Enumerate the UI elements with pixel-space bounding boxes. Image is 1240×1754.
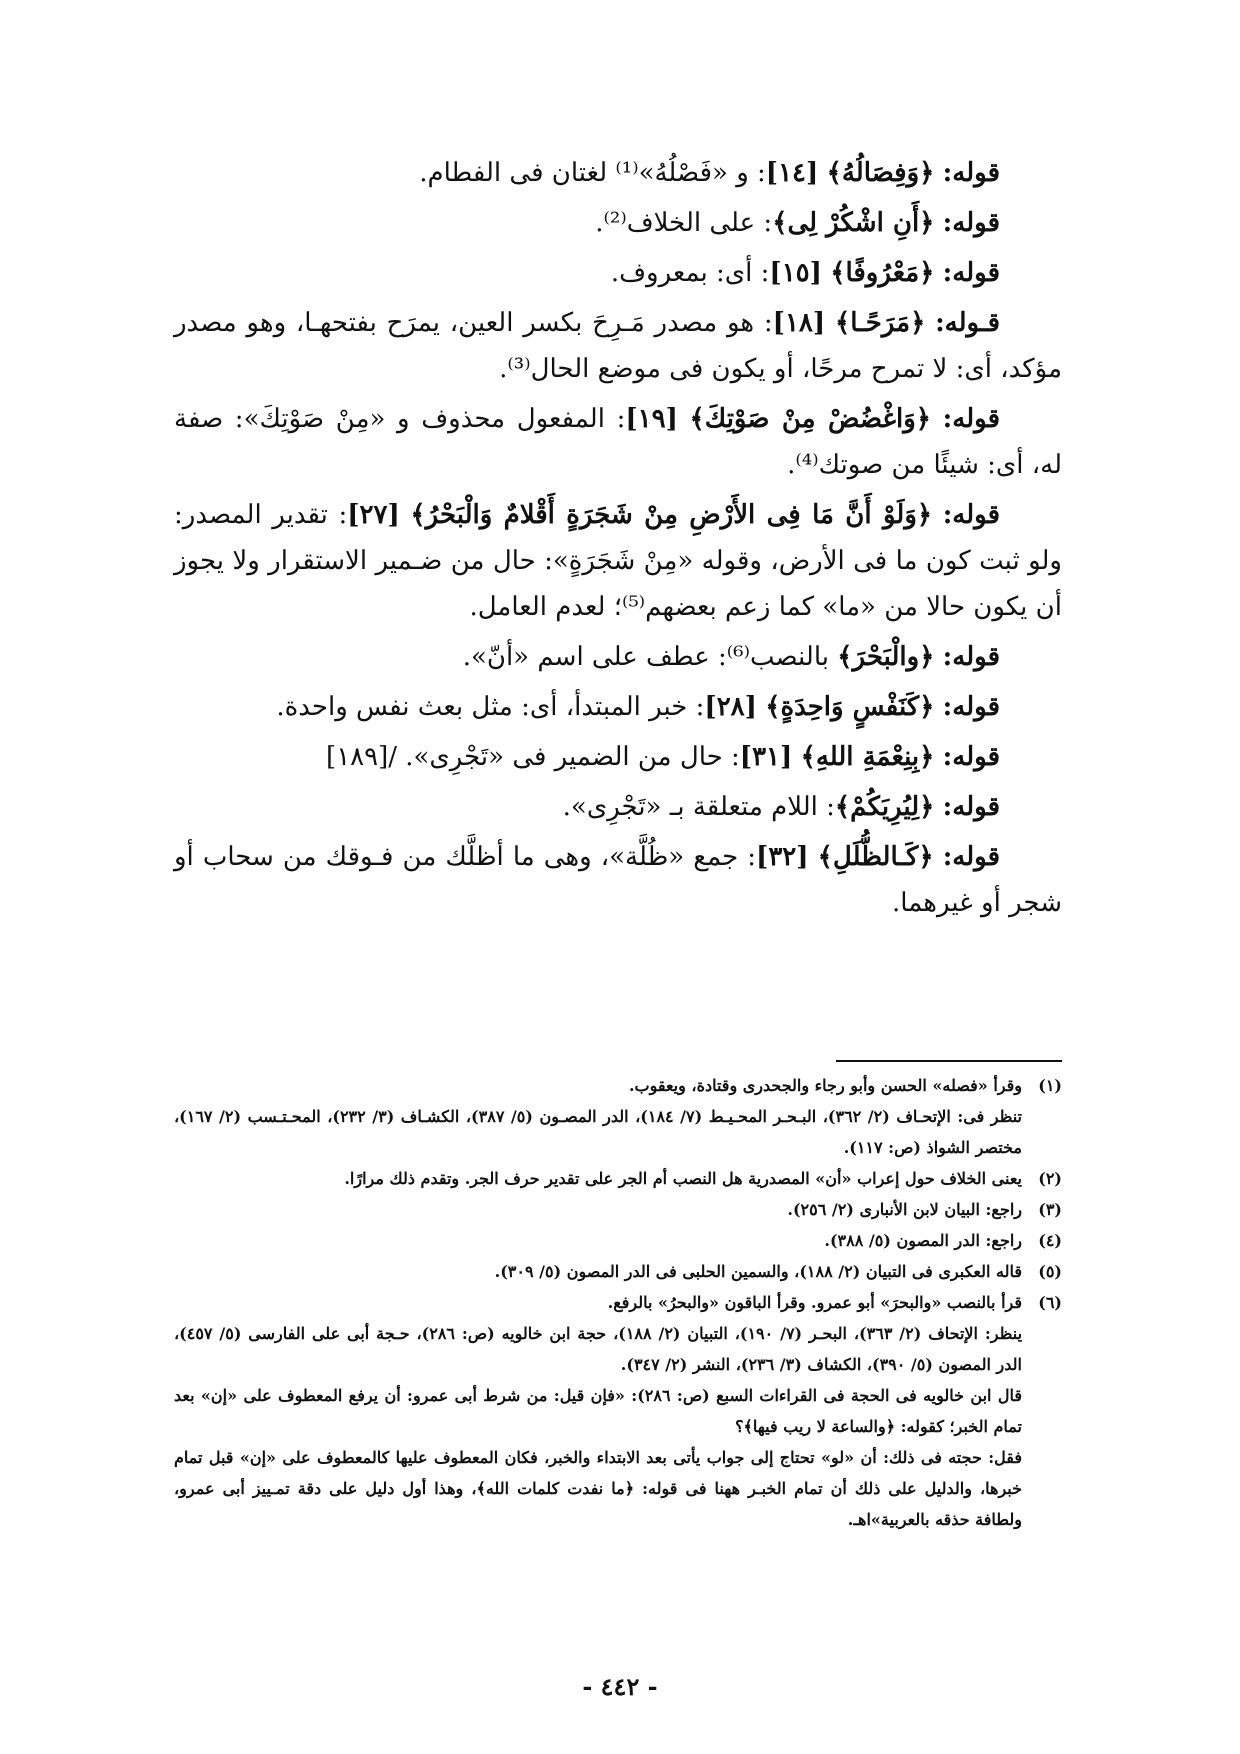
entry-keyword: قوله:	[942, 258, 1000, 288]
entry-commentary: بالنصب⁽⁶⁾: عطف على اسم «أنّ».	[462, 642, 838, 672]
entry-verse-ref: [٢٧]	[347, 500, 400, 530]
footnote-divider	[836, 1060, 1062, 1062]
entry-verse: ﴿وَفِصَالُهُ﴾	[826, 158, 935, 188]
entry	[174, 734, 1062, 780]
entry-verse: ﴿مَرَحًـا﴾	[834, 308, 926, 338]
main-text	[174, 150, 1062, 930]
entry-commentary: : و «فَصْلُهُ»⁽¹⁾ لغتان فى الفطام.	[419, 158, 766, 188]
entry	[174, 200, 1062, 246]
entry-verse: ﴿وَلَوْ أَنَّ مَا فِى الأَرْضِ مِنْ شَجَرَةٍ أَقْلامٌ وَالْبَحْرُ﴾	[410, 500, 933, 530]
entry	[174, 250, 1062, 296]
footnote-line: راجع: البيان لابن الأنبارى (٢/ ٢٥٦).	[787, 1200, 1022, 1219]
footnote	[174, 1194, 1062, 1225]
entry-verse: ﴿وَاغْضُضْ مِنْ صَوْتِكَ﴾	[689, 404, 932, 434]
entry-commentary: : جمع «ظُلَّة»، وهى ما أظلَّك من فـوقك من سحاب أو شجر أو غيرهما.	[174, 842, 1062, 918]
footnote-line: قال ابن خالويه فى الحجة فى القراءات السبع (ص: ٢٨٦): «فإن قيل: من شرط أبى عمرو: أن يرفع المعطوف على «إن» بعد تمام الخبر؛ كقوله: ﴿والساعة لا ريب فيها﴾؟	[174, 1386, 1023, 1436]
page-number: - ٤٤٢ -	[582, 1672, 658, 1701]
entry-verse: ﴿مَعْرُوفًا﴾	[830, 258, 935, 288]
footnote-line: فقل: حجته فى ذلك: أن «لو» تحتاج إلى جواب يأتى بعد الابتداء والخبر، فكان المعطوف عليها كالمعطوف على «إن» قبل تمام خبرها، والدليل على ذلك أن تمام الخبـر ههنا فى قوله: ﴿ما نفدت كلمات الله﴾، وهذا أول دليل على دقة تمـييز أبى عمرو، ولطافة حذقه بالعربية»اهـ.	[174, 1448, 1022, 1529]
entry-commentary: : اللام متعلقة بـ «تَجْرِى».	[562, 792, 835, 822]
entry	[174, 396, 1062, 488]
footnote-number: (١)	[1038, 1076, 1062, 1095]
entry	[174, 492, 1062, 630]
entry-commentary: : المفعول محذوف و «مِنْ صَوْتِكَ»: صفة له، أى: شيئًا من صوتك⁽⁴⁾.	[174, 404, 1062, 480]
footnote-number: (٤)	[1038, 1231, 1062, 1250]
footnote	[174, 1256, 1062, 1287]
footnote-line: وقرأ «فصله» الحسن وأبو رجاء والجحدرى وقتادة، ويعقوب.	[628, 1076, 1022, 1095]
footnotes	[174, 1070, 1062, 1535]
entry-verse-ref: [١٥]	[769, 258, 822, 288]
entry-keyword: قوله:	[942, 742, 1000, 772]
footnote-number: (٥)	[1038, 1262, 1062, 1281]
entry-verse-ref: [٣٢]	[756, 842, 809, 872]
entry-commentary: : أى: بمعروف.	[610, 258, 770, 288]
footnote-number: (٢)	[1038, 1169, 1062, 1188]
entry-keyword: قوله:	[942, 404, 1000, 434]
entry	[174, 784, 1062, 830]
entry-keyword: قوله:	[942, 500, 1001, 530]
entry-verse-ref: [٢٨]	[704, 692, 757, 722]
footnote	[174, 1163, 1062, 1194]
footnote	[174, 1225, 1062, 1256]
footnote	[174, 1070, 1062, 1163]
entry-verse-ref: [١٩]	[625, 404, 678, 434]
entry-commentary: : خبر المبتدأ، أى: مثل بعث نفس واحدة.	[276, 692, 705, 722]
entry-verse-ref: [١٨]	[772, 308, 826, 338]
entry	[174, 150, 1062, 196]
footnote	[174, 1287, 1062, 1535]
entry-verse: ﴿بِنِعْمَةِ اللهِ﴾	[800, 742, 935, 772]
entry-keyword: قوله:	[942, 792, 1000, 822]
entry-keyword: قوله:	[942, 642, 1000, 672]
entry-keyword: قوله:	[942, 158, 1000, 188]
footnote-line: ينظر: الإتحاف (٢/ ٣٦٣)، البحـر (٧/ ١٩٠)، التبيان (٢/ ١٨٨)، حجة ابن خالويه (ص: ٢٨٦)، حـجة أبى على الفارسى (٥/ ٤٥٧)، الدر المصون (٥/ ٣٩٠)، الكشاف (٣/ ٢٣٦)، النشر (٢/ ٣٤٧).	[174, 1324, 1023, 1374]
entry-verse-ref: [١٤]	[765, 158, 819, 188]
entry-keyword: قوله:	[942, 692, 1000, 722]
entry	[174, 634, 1062, 680]
entry-verse: ﴿أَنِ اشْكُرْ لِى﴾	[772, 208, 935, 238]
entry-verse: ﴿كَـالظُّلَلِ﴾	[817, 842, 934, 872]
entry-verse: ﴿والْبَحْرَ﴾	[837, 642, 935, 672]
footnote-line: راجع: الدر المصون (٥/ ٣٨٨).	[824, 1231, 1022, 1250]
entry-keyword: قوله:	[942, 208, 1000, 238]
entry-keyword: قـوله:	[935, 308, 1001, 338]
footnote-line: قاله العكبرى فى التبيان (٢/ ١٨٨)، والسمين الحلبى فى الدر المصون (٥/ ٣٠٩).	[494, 1262, 1022, 1281]
entry	[174, 300, 1062, 392]
footnote-line: يعنى الخلاف حول إعراب «أن» المصدرية هل النصب أم الجر على تقدير حرف الجر. وتقدم ذلك مرارًا.	[344, 1169, 1022, 1188]
entry-verse-ref: [٣١]	[739, 742, 793, 772]
entry-commentary: : هو مصدر مَـرِحَ بكسر العين، يمرَح بفتحهـا، وهو مصدر مؤكد، أى: لا تمرح مرحًا، أو يكون فى موضع الحال⁽³⁾.	[174, 308, 1062, 384]
entry	[174, 684, 1062, 730]
footnote-line: قرأ بالنصب «والبحرَ» أبو عمرو. وقرأ الباقون «والبحرُ» بالرفع.	[607, 1293, 1022, 1312]
footnote-number: (٣)	[1038, 1200, 1062, 1219]
entry-commentary: : على الخلاف⁽²⁾.	[595, 208, 773, 238]
entry-verse: ﴿لِيُرِيَكُمْ﴾	[834, 792, 935, 822]
entry-commentary: : حال من الضمير فى «تَجْرِى». /[١٨٩]	[326, 742, 740, 772]
entry-keyword: قوله:	[942, 842, 1001, 872]
entry-commentary: : تقدير المصدر: ولو ثبت كون ما فى الأرض، وقوله «مِنْ شَجَرَةٍ»: حال من ضـمير الاستقرار ولا يجوز أن يكون حالا من «ما» كما زعم بعضهم⁽⁵⁾؛ لعدم العامل.	[174, 500, 1062, 622]
entry	[174, 834, 1062, 926]
entry-verse: ﴿كَنَفْسٍ وَاحِدَةٍ﴾	[765, 692, 935, 722]
footnote-line: تنظر فى: الإتحـاف (٢/ ٣٦٢)، البـحـر المحـيـط (٧/ ١٨٤)، الدر المصـون (٥/ ٣٨٧)، الكشـاف (٣/ ٢٣٢)، المحـتـسب (٢/ ١٦٧)، مختصر الشواذ (ص: ١١٧).	[174, 1107, 1022, 1157]
footnote-number: (٦)	[1038, 1293, 1062, 1312]
